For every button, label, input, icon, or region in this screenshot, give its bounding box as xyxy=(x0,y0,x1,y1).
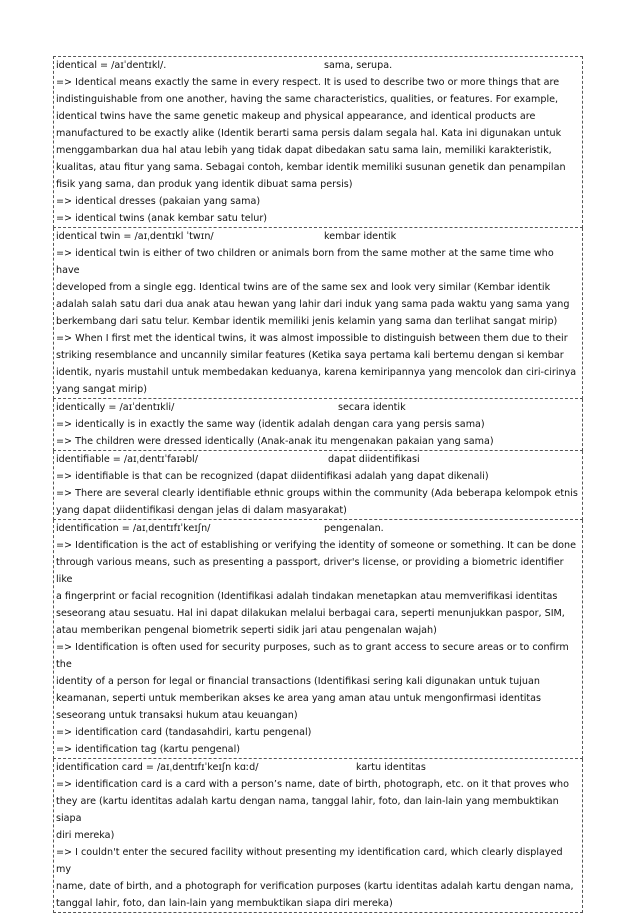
entry-text-line: => The children were dressed identically (Anak-anak itu mengenakan pakaian yang sama) xyxy=(56,436,494,447)
entry-text-line: => identifiable is that can be recognized (dapat diidentifikasi adalah yang dapat dikenali) xyxy=(56,471,489,482)
entry-heading xyxy=(56,759,580,776)
entry-text-line: => identical twins (anak kembar satu telur) xyxy=(56,213,268,224)
entry-text-line: berkembang dari satu telur. Kembar identik memiliki jenis kelamin yang sama dan terlihat sangat mirip) xyxy=(56,316,558,327)
entry-term: identification card = /aɪˌdentɪfɪˈkeɪʃn kɑːd/ xyxy=(56,762,259,773)
entry-text-line: => identification card is a card with a person’s name, date of birth, photograph, etc. on it that proves who xyxy=(56,779,569,790)
entry-text-line: through various means, such as presenting a passport, driver's license, or providing a biometric identifier like xyxy=(56,557,564,585)
entry-text-line: => identical dresses (pakaian yang sama) xyxy=(56,196,261,207)
entry-text-line: identical twins have the same genetic makeup and physical appearance, and identical products are xyxy=(56,111,536,122)
entry-term: identical twin = /aɪˌdentɪkl ˈtwɪn/ xyxy=(56,231,214,242)
entry-text-line: yang sangat mirip) xyxy=(56,384,147,395)
entry-text-line: name, date of birth, and a photograph for verification purposes (kartu identitas adalah kartu dengan nama, xyxy=(56,881,574,892)
entry-text-line: => When I first met the identical twins, it was almost impossible to distinguish between them due to their xyxy=(56,333,568,344)
entry-text-line: => Identical means exactly the same in every respect. It is used to describe two or more things that are xyxy=(56,77,560,88)
entry-text-line: indistinguishable from one another, having the same characteristics, qualities, or features. For example, xyxy=(56,94,559,105)
vocab-entry xyxy=(53,759,583,913)
vocab-entry xyxy=(53,56,583,228)
entry-text-line: seseorang untuk transaksi hukum atau keuangan) xyxy=(56,710,298,721)
entry-term: identical = /aɪˈdentɪkl/. xyxy=(56,60,167,71)
entry-term: identification = /aɪˌdentɪfɪˈkeɪʃn/ xyxy=(56,523,211,534)
entry-term: identifiable = /aɪˌdentɪˈfaɪəbl/ xyxy=(56,454,198,465)
entry-translation: kembar identik xyxy=(324,231,397,242)
entry-translation: sama, serupa. xyxy=(324,60,393,71)
entry-text-line: atau memberikan pengenal biometrik seperti sidik jari atau pengenalan wajah) xyxy=(56,625,437,636)
entry-text-line: => There are several clearly identifiable ethnic groups within the community (Ada beberapa kelompok etnis xyxy=(56,488,578,499)
entry-text-line: diri mereka) xyxy=(56,830,115,841)
entry-translation: kartu identitas xyxy=(356,762,426,773)
vocabulary-document xyxy=(53,56,583,913)
entry-text-line: they are (kartu identitas adalah kartu dengan nama, tanggal lahir, foto, dan lain-lain yang membuktikan siapa xyxy=(56,796,559,824)
entry-heading xyxy=(56,451,580,468)
entry-text-line: adalah salah satu dari dua anak atau hewan yang lahir dari induk yang sama pada waktu yang sama yang xyxy=(56,299,570,310)
entry-text-line: seseorang atau sesuatu. Hal ini dapat dilakukan melalui berbagai cara, seperti menunjukkan paspor, SIM, xyxy=(56,608,565,619)
entry-text-line: identity of a person for legal or financial transactions (Identifikasi sering kali digunakan untuk tujuan xyxy=(56,676,540,687)
entry-text-line: fisik yang sama, dan produk yang identik dibuat sama persis) xyxy=(56,179,353,190)
entry-text-line: => Identification is often used for security purposes, such as to grant access to secure areas or to confirm the xyxy=(56,642,569,670)
entry-text-line: developed from a single egg. Identical twins are of the same sex and look very similar (Kembar identik xyxy=(56,282,551,293)
entry-text-line: => I couldn't enter the secured facility without presenting my identification card, which clearly displayed my xyxy=(56,847,563,875)
entry-text-line: keamanan, seperti untuk memberikan akses ke area yang aman atau untuk mengonfirmasi identitas xyxy=(56,693,542,704)
entry-heading xyxy=(56,228,580,245)
entry-term: identically = /aɪˈdentɪkli/ xyxy=(56,402,175,413)
entry-text-line: yang dapat diidentifikasi dengan jelas di dalam masyarakat) xyxy=(56,505,347,516)
entry-text-line: => identical twin is either of two children or animals born from the same mother at the same time who have xyxy=(56,248,554,276)
entry-text-line: kualitas, atau fitur yang sama. Sebagai contoh, kembar identik memiliki susunan genetik dan penampilan xyxy=(56,162,566,173)
vocab-entry xyxy=(53,451,583,520)
entry-text-line: => identically is in exactly the same way (identik adalah dengan cara yang persis sama) xyxy=(56,419,485,430)
entry-text-line: => identification tag (kartu pengenal) xyxy=(56,744,240,755)
entry-text-line: => identification card (tandasahdiri, kartu pengenal) xyxy=(56,727,312,738)
vocab-entry xyxy=(53,399,583,451)
entry-text-line: a fingerprint or facial recognition (Identifikasi adalah tindakan menetapkan atau memverifikasi identitas xyxy=(56,591,558,602)
entry-text-line: striking resemblance and uncannily similar features (Ketika saya pertama kali bertemu dengan si kembar xyxy=(56,350,564,361)
entry-heading xyxy=(56,520,580,537)
entry-text-line: manufactured to be exactly alike (Identik berarti sama persis dalam segala hal. Kata ini digunakan untuk xyxy=(56,128,562,139)
entry-heading xyxy=(56,399,580,416)
entry-text-line: => Identification is the act of establishing or verifying the identity of someone or something. It can be done xyxy=(56,540,577,551)
vocab-entry xyxy=(53,520,583,759)
entry-translation: secara identik xyxy=(338,402,406,413)
entry-text-line: menggambarkan dua hal atau lebih yang tidak dapat dibedakan satu sama lain, memiliki karakteristik, xyxy=(56,145,552,156)
vocab-entry xyxy=(53,228,583,399)
entry-heading xyxy=(56,57,580,74)
entry-text-line: identik, nyaris mustahil untuk membedakan keduanya, karena kemiripannya yang mencolok dan ciri-cirinya xyxy=(56,367,577,378)
entry-translation: pengenalan. xyxy=(324,523,384,534)
entry-translation: dapat diidentifikasi xyxy=(328,454,420,465)
entry-text-line: tanggal lahir, foto, dan lain-lain yang membuktikan siapa diri mereka) xyxy=(56,898,393,909)
